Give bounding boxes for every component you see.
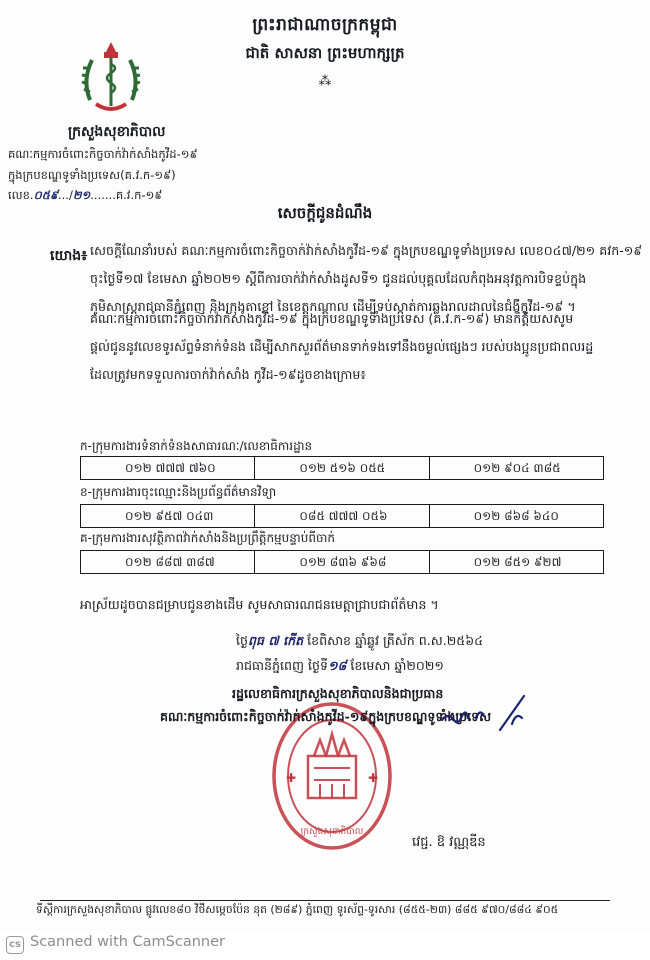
kingdom-heading: ព្រះរាជាណាចក្រកម្ពុជា [252,15,398,35]
reference-label: យោង៖ [50,248,88,264]
camscanner-logo-icon: cs [6,936,24,954]
ornament-divider: ⁂ [318,74,332,89]
reference-number: លេខ.០៥៩.../២១.......គ.វ.ក-១៩ [8,188,163,202]
body-paragraph [90,305,593,389]
reference-line: ភូមិសាស្ត្ររាជធានីភ្នំពេញ និងក្រុងតាខ្មៅ នៃខេត្តកណ្ដាល ដើម្បីទប់ស្កាត់ការឆ្លងរាលដាលនៃជំងឺកូវីដ-១៩ ។ [90,299,576,314]
seal-text: ក្រសួងសុខាភិបាល [300,827,364,837]
group-label-c: គ-ក្រុមការងារសុវត្ថិភាពវ៉ាក់សាំងនិងប្រព្រឹត្តិកម្មបន្ទាប់ពីចាក់ [80,531,335,545]
reference-line: សេចក្ដីណែនាំរបស់ គណៈកម្មការចំពោះកិច្ចចាក់វ៉ាក់សាំងកូវីដ-១៩ ក្នុងក្របខណ្ឌទូទាំងប្រទេស លេខ០៤៧/២១ គវក-១៩ [90,243,643,258]
phone-table-b [80,504,604,528]
svg-text:✚: ✚ [286,771,297,785]
signatory-title-line-2: គណៈកម្មការចំពោះកិច្ចចាក់វ៉ាក់សាំងកូវីដ-១៩ក្នុងក្របខណ្ឌទូទាំងប្រទេស [160,709,492,724]
phone-number: ០១២ ៨៣៦ ៩៦៨ [255,551,429,573]
document-title: សេចក្ដីជូនដំណឹង [277,204,373,222]
phone-number: ០១២ ៨៦៨ ៦៤០ [473,509,559,523]
signer-name: វេជ្ជ. ឱ វណ្ណឌីន [412,835,486,850]
body-line: គណៈកម្មការចំពោះកិច្ចចាក់វ៉ាក់សាំងកូវីដ-១៩ ក្នុងក្របខណ្ឌទូទាំងប្រទេស (គ.វ.ក-១៩) មានកិត្តិយសសូម [90,311,574,326]
scanner-watermark: Scanned with CamScanner [30,934,226,950]
body-line: ដែលត្រូវមកទទួលការចាក់វ៉ាក់សាំង កូវីដ-១៩ដូចខាងក្រោម៖ [90,367,366,382]
phone-number: ០១២ ៨៥១ ៩២៧ [473,555,562,569]
national-motto: ជាតិ សាសនា ព្រះមហាក្សត្រ [245,44,405,62]
phone-number: ០១២ ៩០៤ ៣៨៥ [473,461,561,475]
signatory-title-line-1: រដ្ឋលេខាធិការក្រសួងសុខាភិបាលនិងជាប្រធាន [232,686,444,701]
phone-number: ០១២ ៥១៦ ០៥៥ [255,457,429,479]
phone-number: ០១២ ៨៨៧ ៣៨៧ [81,551,255,573]
phone-number: ០៨៥ ៧៧៧ ០៥៦ [255,505,429,527]
footer-divider [40,900,610,901]
phone-table-a [80,456,604,480]
ministry-logo-icon [78,40,144,118]
phone-table-c [80,550,604,574]
committee-line-1: គណៈកម្មការចំពោះកិច្ចចាក់វ៉ាក់សាំងកូវីដ-១៩ [8,147,198,161]
ministry-name: ក្រសួងសុខាភិបាល [68,124,166,140]
reference-line: ចុះថ្ងៃទី១៧ ខែមេសា ឆ្នាំ២០២១ ស្ដីពីការចាក់វ៉ាក់សាំងដូសទី១ ជូនដល់បុគ្គលដែលកំពុងអនុវត្តការបិទខ្ទប់ក្នុង [90,271,587,286]
handwritten-signature-icon [440,694,530,734]
lunar-date: ថ្ងៃពុធ ៧ កើត ខែពិសាខ ឆ្នាំឆ្លូវ ត្រីស័ក ព.ស.២៥៦៤ [236,633,484,648]
phone-number: ០១២ ៧៧៧ ៧៦០ [81,457,255,479]
solar-date: រាជធានីភ្នំពេញ ថ្ងៃទី១៨ ខែមេសា ឆ្នាំ២០២១ [236,658,444,673]
committee-line-2: ក្នុងក្របខណ្ឌទូទាំងប្រទេស(គ.វ.ក-១៩) [8,168,176,182]
svg-text:✚: ✚ [368,771,379,785]
group-label-a: ក-ក្រុមការងារទំនាក់ទំនងសាធារណៈ/លេខាធិការដ្ឋាន [80,439,313,453]
closing-sentence: អាស្រ័យដូចបានជម្រាបជូនខាងដើម សូមសាធារណជនមេត្តាជ្រាបជាព័ត៌មាន ។ [80,597,439,612]
group-label-b: ខ-ក្រុមការងារចុះឈ្មោះនិងប្រព័ន្ធព័ត៌មានវិទ្យា [80,485,277,499]
body-line: ផ្ដល់ជូននូវលេខទូរស័ព្ទទំនាក់ទំនង ដើម្បីសាកសួរព័ត៌មានទាក់ទងទៅនឹងចម្ងល់ផ្សេងៗ របស់បងប្អូនប្រជាពលរដ្ឋ [90,339,594,354]
phone-number: ០១២ ៩៥៧ ០៤៣ [81,505,255,527]
footer-address: ទីស្ដីការក្រសួងសុខាភិបាល ផ្លូវលេខ៨០ វិថីសម្ដេចប៉ែន នុត (២៨៩) ភ្នំពេញ ទូរស័ព្ទ-ទូរសារ (៨៥៥-២៣) ៨៨៥ ៩៧០/៨៨៤ ៩០៥ [36,903,559,916]
